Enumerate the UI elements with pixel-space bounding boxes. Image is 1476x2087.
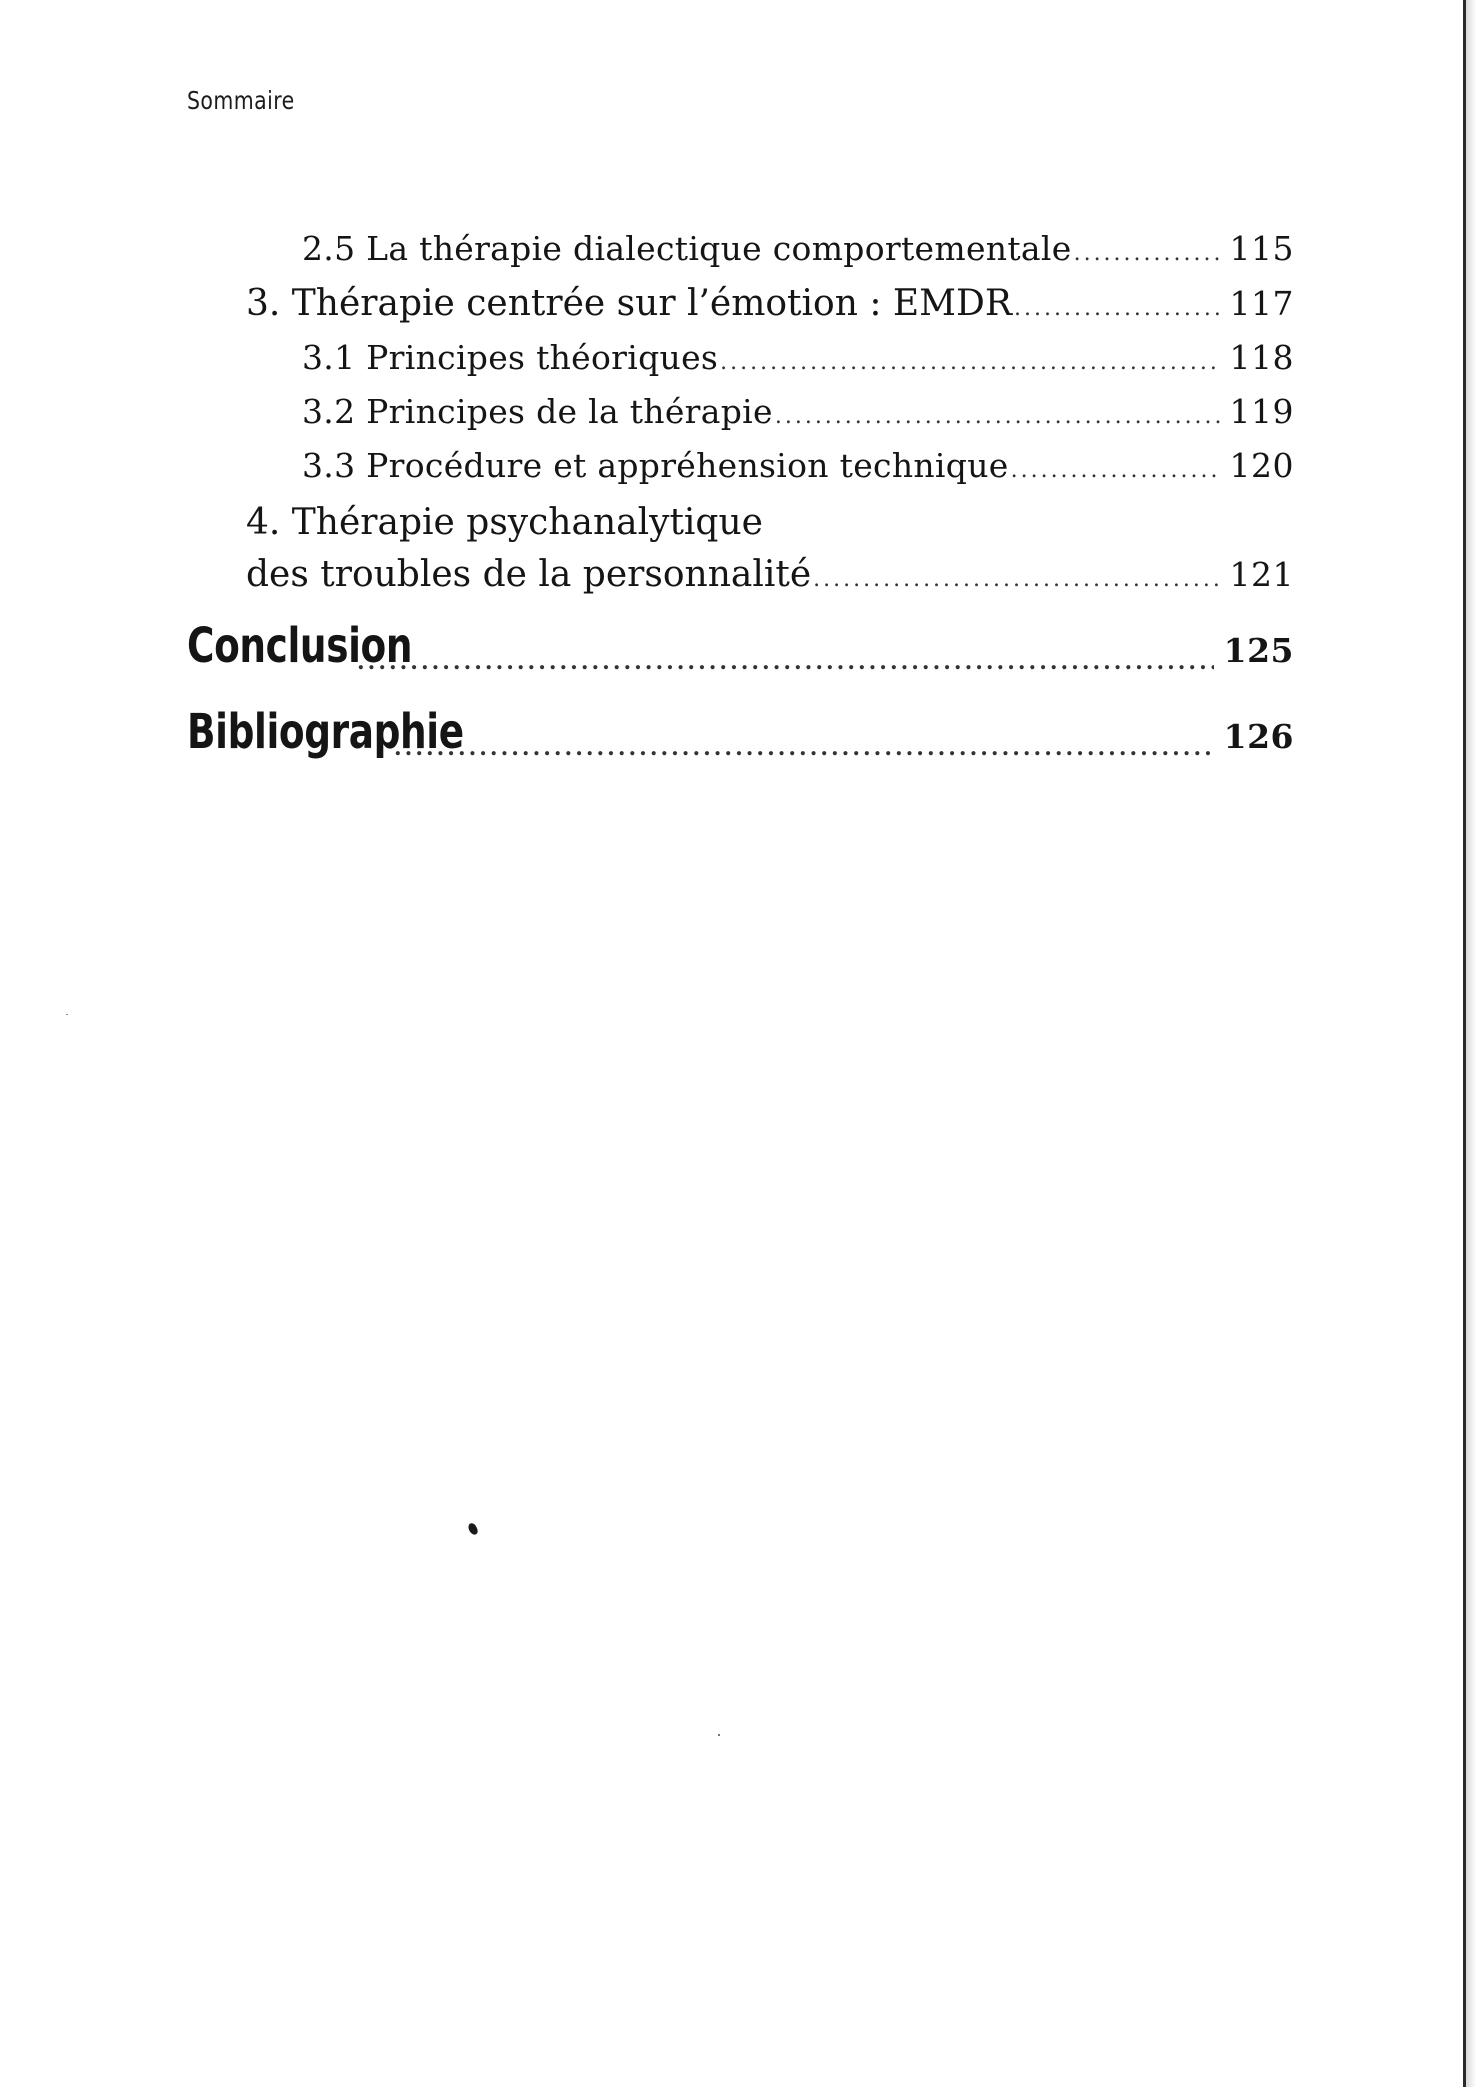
dot-leader <box>1074 245 1220 269</box>
toc-entry-3-1 <box>302 338 1294 378</box>
dot-leader <box>720 354 1219 378</box>
toc-page-number: 117 <box>1229 284 1294 323</box>
dot-leader <box>1014 300 1219 324</box>
toc-entry-label: 3. Thérapie centrée sur l’émotion : EMDR <box>246 283 1013 324</box>
ink-speck <box>718 1734 720 1736</box>
toc-entry-label: 2.5 La thérapie dialectique comportementale <box>302 229 1072 268</box>
toc-page-number: 118 <box>1229 338 1294 377</box>
toc-entry-label: 3.1 Principes théoriques <box>302 338 719 377</box>
dot-leader <box>775 408 1220 432</box>
ink-speck <box>467 1522 479 1536</box>
toc-entry-label: 3.2 Principes de la thérapie <box>302 392 773 431</box>
toc-page-number: 121 <box>1229 555 1294 594</box>
toc-entry-label-box <box>187 704 464 760</box>
toc-entry-bibliographie <box>187 706 1294 763</box>
dot-leader <box>813 571 1219 595</box>
page-edge-shadow <box>1466 0 1476 2087</box>
toc-entry-2-5 <box>302 229 1294 269</box>
toc-entry-label-box <box>187 618 413 674</box>
toc-page-number: 115 <box>1229 229 1294 268</box>
toc-page-number: 126 <box>1223 717 1294 756</box>
toc-entry-4 <box>246 555 1294 595</box>
toc-entry-4-line1: 4. Thérapie psychanalytique <box>246 502 763 543</box>
dot-leader <box>394 739 1214 763</box>
toc-entry-3-2 <box>302 392 1294 432</box>
toc-entry-3-3 <box>302 446 1294 486</box>
toc-entry-label: Conclusion <box>187 618 413 674</box>
toc-entry-3 <box>246 284 1294 324</box>
toc-entry-label: des troubles de la personnalité <box>246 554 812 595</box>
dot-leader <box>1011 462 1220 486</box>
toc-entry-conclusion <box>187 620 1294 677</box>
toc-page-number: 120 <box>1229 446 1294 485</box>
toc-page-number: 125 <box>1223 631 1294 670</box>
toc-page-number: 119 <box>1229 392 1294 431</box>
running-head: Sommaire <box>187 86 295 115</box>
toc-entry-label: 3.3 Procédure et appréhension technique <box>302 446 1009 485</box>
ink-speck <box>66 1014 68 1015</box>
dot-leader <box>357 653 1214 677</box>
toc-entry-label: Bibliographie <box>187 704 464 760</box>
